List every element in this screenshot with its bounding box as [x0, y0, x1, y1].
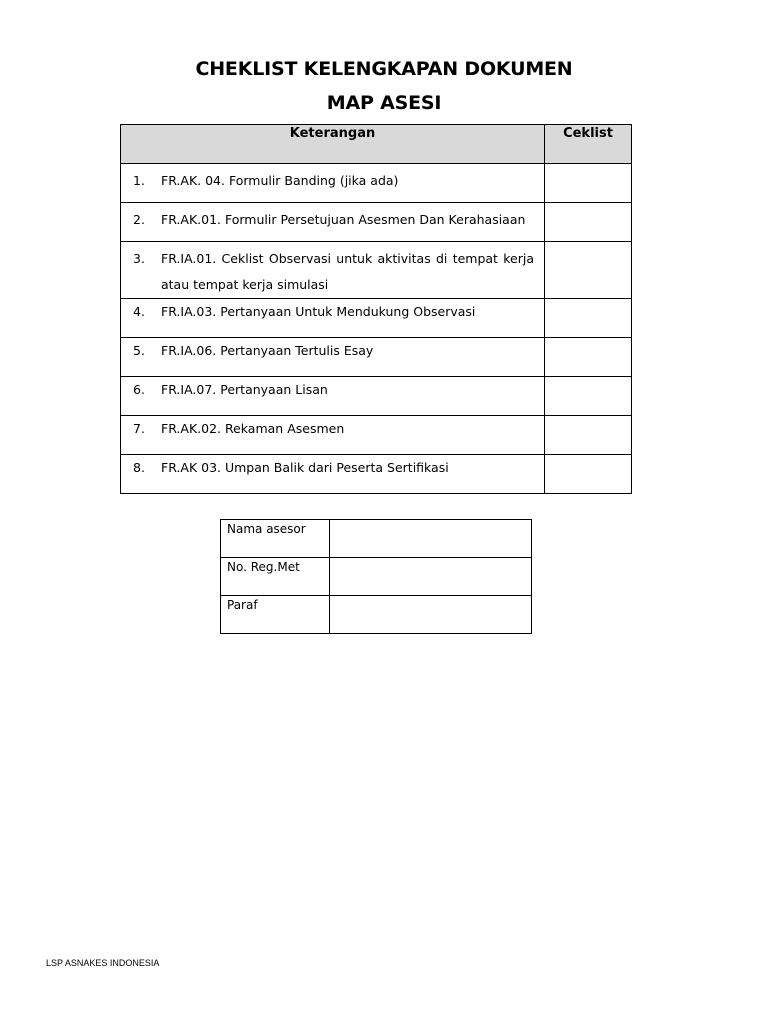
item-text: FR.IA.07. Pertanyaan Lisan — [161, 382, 328, 397]
table-row — [121, 416, 632, 455]
table-row — [121, 164, 632, 203]
item-text: FR.AK 03. Umpan Balik dari Peserta Sertifikasi — [161, 460, 449, 475]
ceklist-cell[interactable] — [545, 455, 632, 494]
item-number: 4. — [133, 304, 145, 319]
item-number: 8. — [133, 460, 145, 475]
signature-label-nama-asesor: Nama asesor — [221, 520, 330, 558]
ceklist-cell[interactable] — [545, 203, 632, 242]
table-row — [121, 338, 632, 377]
signature-value-nama-asesor[interactable] — [330, 520, 532, 558]
item-number: 5. — [133, 343, 145, 358]
ceklist-cell[interactable] — [545, 338, 632, 377]
header-keterangan: Keterangan — [121, 125, 545, 164]
header-ceklist: Ceklist — [545, 125, 632, 164]
signature-row — [221, 520, 532, 558]
document-subtitle: MAP ASESI — [326, 92, 442, 114]
item-number: 2. — [133, 212, 145, 227]
item-number: 1. — [133, 173, 145, 188]
signature-value-paraf[interactable] — [330, 596, 532, 634]
table-row — [121, 299, 632, 338]
item-number: 7. — [133, 421, 145, 436]
item-number: 3. — [133, 251, 145, 266]
ceklist-cell[interactable] — [545, 299, 632, 338]
item-text: FR.AK. 04. Formulir Banding (jika ada) — [161, 173, 399, 188]
footer-text: LSP ASNAKES INDONESIA — [46, 958, 160, 968]
checklist-table — [120, 124, 632, 494]
signature-table — [220, 519, 532, 634]
document-title: CHEKLIST KELENGKAPAN DOKUMEN — [195, 58, 573, 80]
ceklist-cell[interactable] — [545, 377, 632, 416]
item-text: FR.IA.03. Pertanyaan Untuk Mendukung Observasi — [161, 304, 476, 319]
table-row — [121, 377, 632, 416]
item-text: FR.IA.06. Pertanyaan Tertulis Esay — [161, 343, 374, 358]
signature-row — [221, 558, 532, 596]
table-row — [121, 203, 632, 242]
signature-label-paraf: Paraf — [221, 596, 330, 634]
signature-value-no-reg[interactable] — [330, 558, 532, 596]
ceklist-cell[interactable] — [545, 416, 632, 455]
item-text: FR.AK.01. Formulir Persetujuan Asesmen Dan Kerahasiaan — [161, 212, 526, 227]
ceklist-cell[interactable] — [545, 164, 632, 203]
item-text: FR.AK.02. Rekaman Asesmen — [161, 421, 345, 436]
table-row — [121, 455, 632, 494]
table-row — [121, 242, 632, 299]
item-number: 6. — [133, 382, 145, 397]
item-text: FR.IA.01. Ceklist Observasi untuk aktivitas di tempat kerja atau tempat kerja simulasi — [161, 251, 534, 292]
signature-label-no-reg: No. Reg.Met — [221, 558, 330, 596]
ceklist-cell[interactable] — [545, 242, 632, 299]
signature-row — [221, 596, 532, 634]
